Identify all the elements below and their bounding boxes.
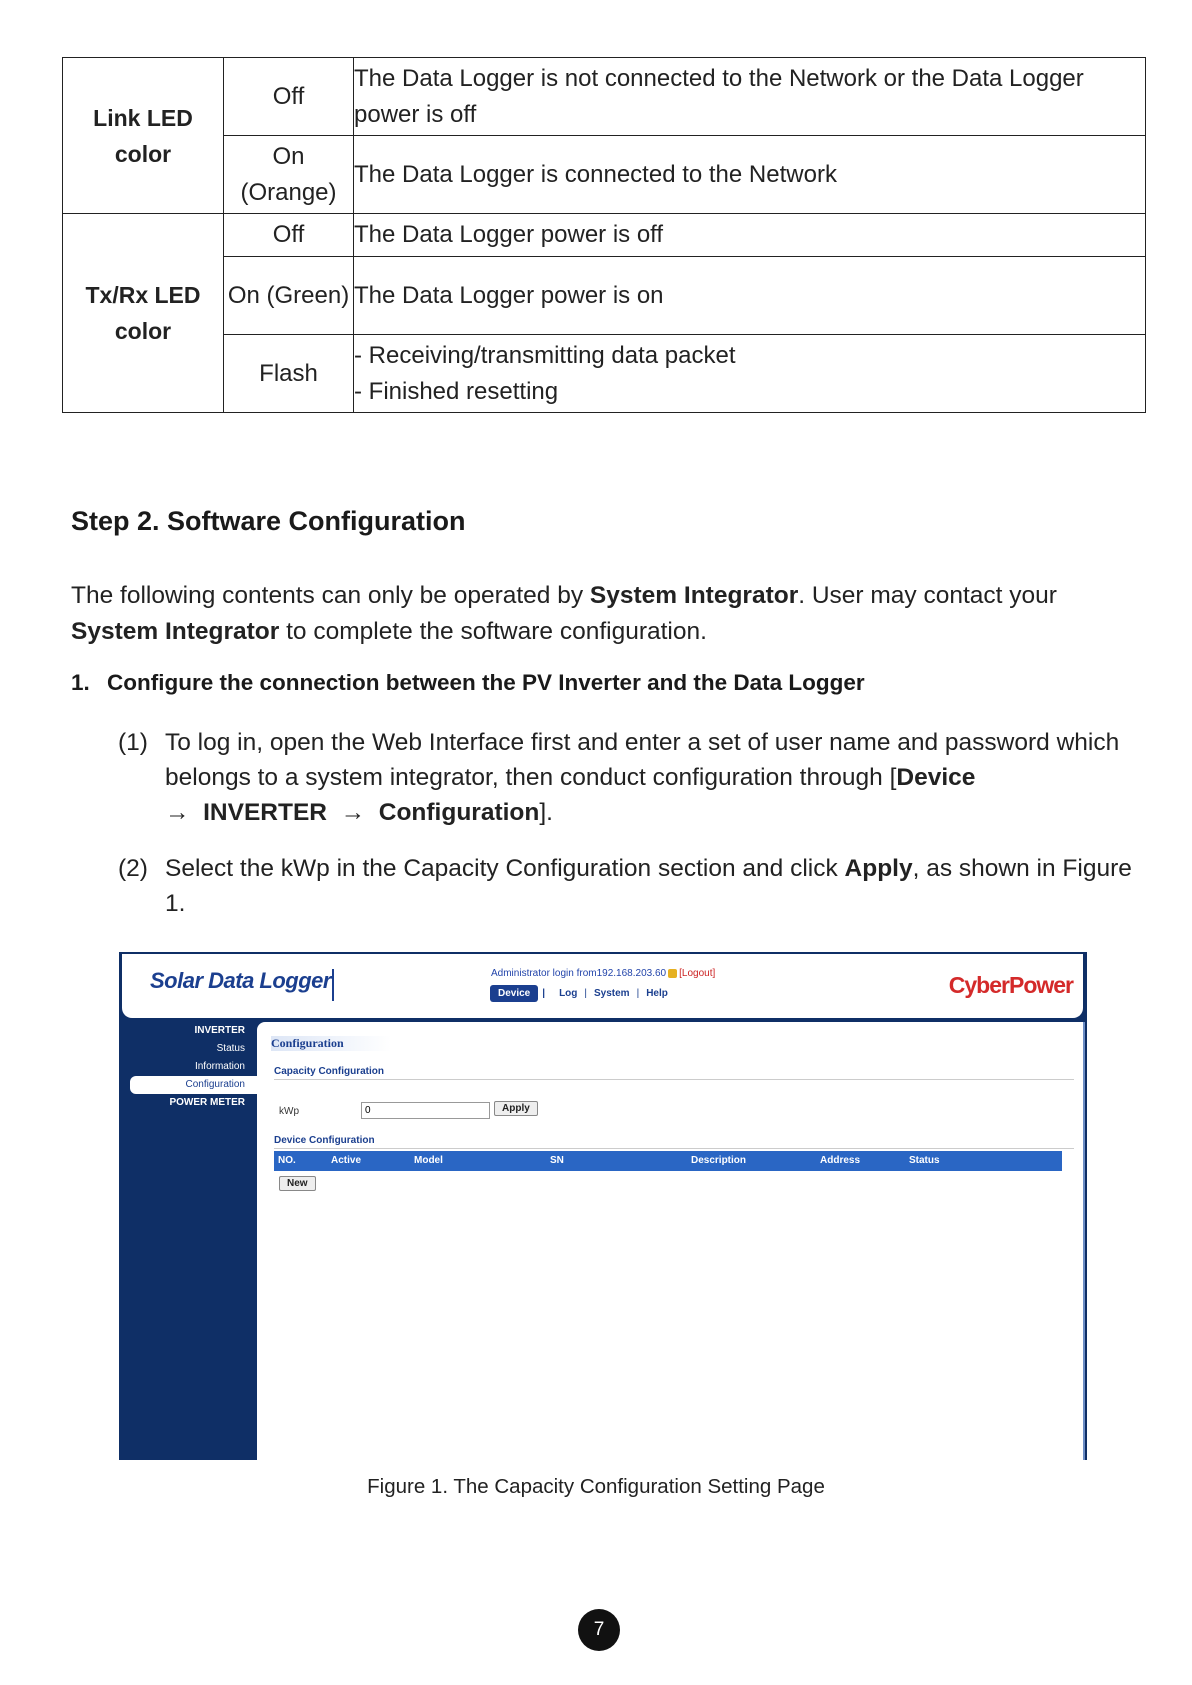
device-table-header: [274, 1151, 1062, 1171]
kwp-label: kWp: [279, 1106, 299, 1117]
admin-login-info: Administrator login from192.168.203.60 [Logout]: [491, 968, 716, 979]
led-state: Off: [224, 214, 354, 257]
column-header: Status: [909, 1155, 940, 1166]
new-button[interactable]: New: [279, 1176, 316, 1191]
sub-item-2: (2) Select the kWp in the Capacity Configuration section and click Apply, as shown in Figure 1.: [118, 855, 1132, 917]
content-panel: [257, 1022, 1085, 1460]
section-divider: [274, 1148, 1074, 1149]
page-number: 7: [578, 1609, 620, 1651]
web-interface-screenshot: [119, 952, 1087, 1460]
column-header: Description: [691, 1155, 747, 1166]
led-state: On (Green): [224, 257, 354, 335]
kwp-input[interactable]: 0: [361, 1102, 490, 1119]
column-header: NO.: [278, 1155, 296, 1166]
sub-item-1: (1) To log in, open the Web Interface first and enter a set of user name and password which belongs to a system integrator, then conduct configuration through [Device → INVERTER → Configuration].: [118, 729, 1120, 826]
cyberpower-logo: CyberPower: [948, 972, 1073, 998]
step-title: Step 2. Software Configuration: [71, 506, 466, 536]
arrow-icon: →: [165, 799, 190, 826]
led-description: The Data Logger is connected to the Network: [354, 136, 1146, 214]
top-nav: Device | Log | System | Help: [490, 988, 668, 999]
sidebar-item-information[interactable]: Information: [194, 1061, 245, 1072]
nav-log[interactable]: Log: [559, 988, 578, 999]
capacity-section-title: Capacity Configuration: [274, 1066, 385, 1077]
nav-help[interactable]: Help: [646, 988, 668, 999]
logout-link[interactable]: [Logout]: [679, 968, 716, 979]
column-header: Active: [331, 1155, 362, 1166]
sidebar-item-configuration[interactable]: Configuration: [130, 1076, 257, 1094]
column-header: SN: [550, 1155, 564, 1166]
key-icon: [668, 969, 677, 978]
page-title: Configuration: [271, 1036, 391, 1051]
intro-paragraph: The following contents can only be operated by System Integrator. User may contact your System Integrator to complete the software configuration.: [71, 582, 1057, 645]
arrow-icon: →: [340, 799, 366, 826]
apply-button[interactable]: Apply: [494, 1101, 538, 1116]
led-state: On (Orange): [224, 136, 354, 214]
link-led-group: Link LED color: [63, 58, 224, 214]
led-description: The Data Logger is not connected to the Network or the Data Logger power is off: [354, 58, 1146, 136]
nav-device[interactable]: Device: [490, 985, 538, 1002]
led-status-table: [62, 57, 1146, 413]
device-section-title: Device Configuration: [274, 1135, 375, 1146]
sidebar: [119, 1022, 257, 1112]
panel-border: [1083, 1022, 1085, 1460]
led-description: - Receiving/transmitting data packet - Finished resetting: [354, 335, 1146, 413]
solar-data-logger-logo: Solar Data Logger: [150, 968, 331, 993]
led-description: The Data Logger power is off: [354, 214, 1146, 257]
column-header: Address: [820, 1155, 861, 1166]
header-bar: [122, 954, 1083, 1018]
led-description: The Data Logger power is on: [354, 257, 1146, 335]
sidebar-item-power-meter[interactable]: POWER METER: [169, 1097, 245, 1108]
column-header: Model: [414, 1155, 443, 1166]
nav-system[interactable]: System: [594, 988, 630, 999]
led-state: Off: [224, 58, 354, 136]
logo-divider: [332, 969, 334, 1001]
led-state: Flash: [224, 335, 354, 413]
sidebar-item-inverter[interactable]: INVERTER: [194, 1025, 245, 1036]
txrx-led-group: Tx/Rx LED color: [63, 214, 224, 413]
list-item-1: 1. Configure the connection between the PV Inverter and the Data Logger: [71, 670, 865, 695]
section-divider: [274, 1079, 1074, 1080]
sidebar-item-status[interactable]: Status: [216, 1043, 245, 1054]
figure-caption: Figure 1. The Capacity Configuration Setting Page: [367, 1475, 825, 1498]
